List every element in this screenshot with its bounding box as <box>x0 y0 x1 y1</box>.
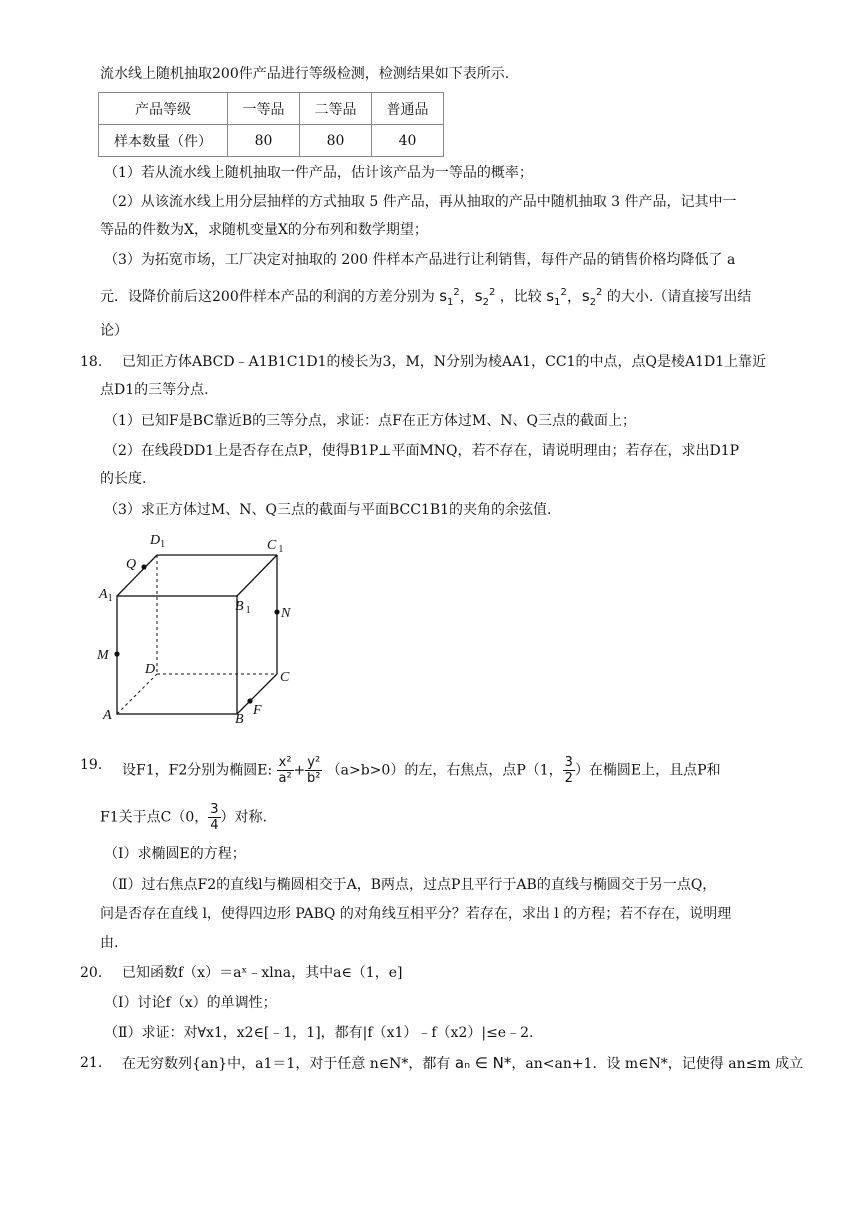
q21-stem: 在无穷数列{an}中，a1＝1，对于任意 n∈N*，都有 aₙ ∈ N*，an<an+1．设 m∈N*，记使得 an≤m 成立 <box>122 1054 804 1072</box>
table-cell: 80 <box>300 125 372 157</box>
hidden-edge <box>117 674 157 714</box>
q17-part3-line2: 元．设降价前后这200件样本产品的利润的方差分别为 $s_1^2$，$s_2^2$ ，比较 $s_1^2$，$s_2^2$ 的大小.（请直接写出结 <box>100 287 752 308</box>
label-a: A <box>103 708 112 723</box>
q17-part3-line3: 论） <box>100 323 128 339</box>
variance-symbols: $s_1^2$，$s_2^2$ <box>439 287 496 308</box>
cube-figure <box>95 528 295 728</box>
table-cell: 一等品 <box>228 93 300 125</box>
membership-symbol: aₙ ∈ N* <box>454 1054 512 1072</box>
label-c1: C $_1$ <box>267 538 284 555</box>
point-f <box>247 698 252 703</box>
table-cell: 40 <box>372 125 444 157</box>
q19-stem-line2: F1关于点C（0， $\frac{3}{4}$ ）对称. <box>100 802 267 833</box>
label-f: F <box>253 703 262 718</box>
q18-stem-line1: 已知正方体ABCD﹣A1B1C1D1的棱长为3，M，N分别为棱AA1，CC1的中点，点Q是棱A1D1上靠近 <box>122 354 767 370</box>
q17-part2-line2: 等品的件数为X，求随机变量X的分布列和数学期望； <box>100 222 428 238</box>
fraction-y2-b2: $\frac{\text{y²}}{\text{b²}}$ <box>307 755 321 786</box>
label-q: Q <box>126 557 137 572</box>
question-number: 18. <box>80 354 103 370</box>
q19-part2-line2: 问是否存在直线 l，使得四边形 PABQ 的对角线互相平分？若存在，求出 l 的方程；若不存在，说明理 <box>100 906 732 922</box>
q18-part2-line1: （2）在线段DD1上是否存在点P，使得B1P⊥平面MNQ，若不存在，请说明理由；若存在，求出D1P <box>104 443 740 459</box>
label-d1: $D_1$ <box>150 533 166 550</box>
q19-part1: （Ⅰ）求椭圆E的方程； <box>104 846 246 862</box>
table-cell: 二等品 <box>300 93 372 125</box>
cube-edge <box>117 555 157 596</box>
intro-text: 流水线上随机抽取200件产品进行等级检测，检测结果如下表所示. <box>100 66 510 82</box>
label-d: D <box>145 662 156 677</box>
point-q <box>141 564 146 569</box>
q18-part1: （1）已知F是BC靠近B的三等分点，求证：点F在正方体过M、N、Q三点的截面上； <box>104 413 636 429</box>
cube-edge <box>237 555 277 596</box>
label-b: B <box>235 712 244 727</box>
label-b1: B $_1$ <box>235 599 251 616</box>
q17-part2-line1: （2）从该流水线上用分层抽样的方式抽取 5 件产品，再从抽取的产品中随机抽取 3 件产品，记其中一 <box>104 194 737 210</box>
table-header-row <box>99 93 444 125</box>
table-row <box>99 125 444 157</box>
question-number: 20. <box>80 965 103 981</box>
q19-stem-line1: 设F1，F2分别为椭圆E: $\frac{\text{x²}}{\text{a²}}$ + $\frac{\text{y²}}{\text{b²}}$ （a>b>0）的左，右焦点，点P（1， $\frac{3}{2}$ ）在椭圆E上，且点P和 <box>122 755 721 786</box>
q19-part2-line3: 由. <box>100 935 119 951</box>
q20-stem: 已知函数f（x）＝aˣ﹣xlna，其中a∈（1，e] <box>122 965 403 981</box>
label-n: N <box>281 606 291 621</box>
q18-part3: （3）求正方体过M、N、Q三点的截面与平面BCC1B1的夹角的余弦值. <box>104 502 552 518</box>
q17-part3-line1: （3）为拓宽市场，工厂决定对抽取的 200 件样本产品进行让利销售，每件产品的销售价格均降低了 a <box>104 252 736 268</box>
q20-part1: （Ⅰ）讨论f（x）的单调性； <box>104 995 277 1011</box>
q18-stem-line2: 点D1的三等分点. <box>100 382 209 398</box>
fraction-x2-a2: $\frac{\text{x²}}{\text{a²}}$ <box>278 755 292 786</box>
sample-table <box>98 92 444 157</box>
table-cell: 样本数量（件） <box>99 125 228 157</box>
label-c: C <box>280 670 290 685</box>
point-m <box>114 651 119 656</box>
q20-part2: （Ⅱ）求证：对∀x1，x2∈[﹣1，1]，都有|f（x1）﹣f（x2）|≤e﹣2. <box>104 1025 534 1041</box>
variance-symbols: $s_1^2$，$s_2^2$ <box>546 287 603 308</box>
table-cell: 普通品 <box>372 93 444 125</box>
table-cell: 80 <box>228 125 300 157</box>
table-cell: 产品等级 <box>99 93 228 125</box>
q19-part2-line1: （Ⅱ）过右焦点F2的直线l与椭圆相交于A，B两点，过点P且平行于AB的直线与椭圆交于另一点Q， <box>104 877 717 893</box>
fraction-3-4: $\frac{3}{4}$ <box>210 802 219 833</box>
label-m: M <box>97 648 109 663</box>
question-number: 19. <box>80 757 103 773</box>
question-number: 21. <box>80 1055 103 1071</box>
label-a1: $A_1$ <box>99 587 113 604</box>
fraction-3-2: $\frac{3}{2}$ <box>564 755 573 786</box>
q17-part1: （1）若从流水线上随机抽取一件产品，估计该产品为一等品的概率； <box>104 165 533 181</box>
point-n <box>274 609 279 614</box>
q18-part2-line2: 的长度. <box>100 471 147 487</box>
